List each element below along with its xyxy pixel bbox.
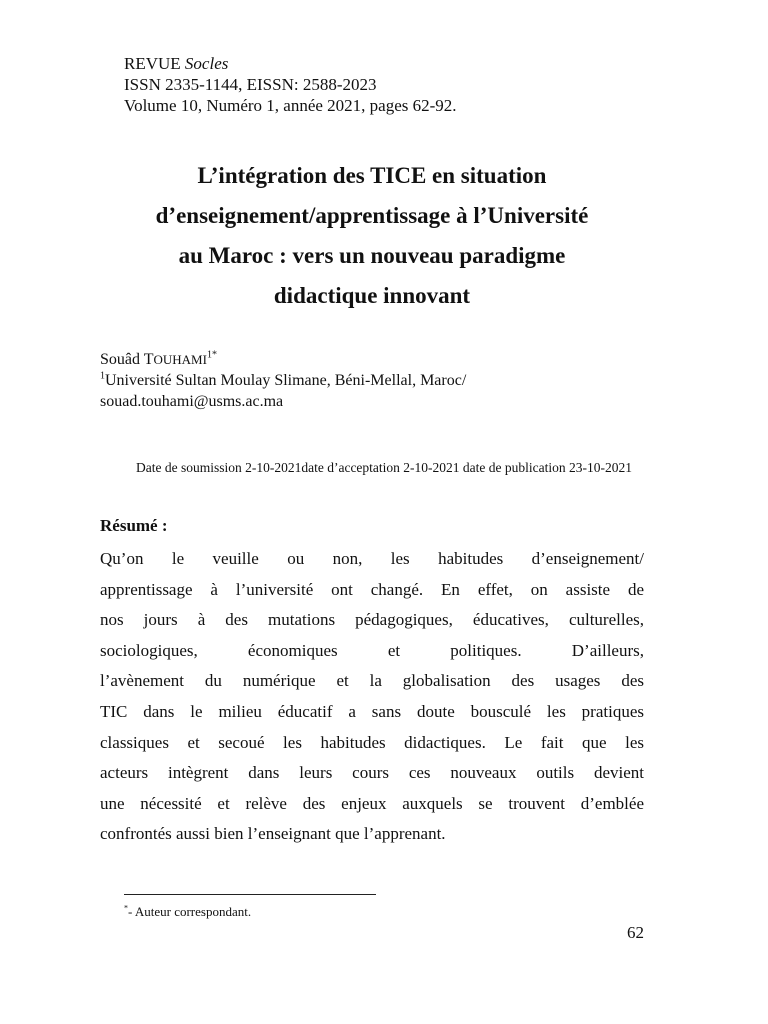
author-affiliation: $^1$Université Sultan Moulay Slimane, Béni-Mellal, Maroc/	[100, 370, 467, 389]
journal-header	[124, 53, 457, 116]
abstract-line: sociologiques, économiques et politiques. D’ailleurs,	[100, 640, 644, 660]
title-line: au Maroc : vers un nouveau paradigme	[178, 243, 566, 268]
footnote	[124, 903, 251, 921]
abstract-line: Qu’on le veuille ou non, les habitudes d’enseignement/	[100, 549, 644, 568]
journal-issn: ISSN 2335-1144, EISSN: 2588-2023	[124, 75, 377, 94]
title-line: d’enseignement/apprentissage à l’Université	[155, 203, 589, 228]
author-email: souad.touhami@usms.ac.ma	[100, 393, 284, 410]
journal-name-italic: Socles	[184, 54, 229, 73]
journal-name: REVUE Socles	[124, 54, 229, 73]
abstract-heading: Résumé :	[100, 516, 168, 535]
title-line: L’intégration des TICE en situation	[197, 163, 547, 188]
author-block	[100, 349, 466, 412]
abstract-line: TIC dans le milieu éducatif a sans doute bousculé les pratiques	[100, 701, 644, 721]
abstract-body	[100, 544, 644, 850]
footnote-marker: *	[124, 903, 128, 913]
author-marker: 1*	[206, 349, 217, 361]
abstract-line: confrontés aussi bien l’enseignant que l’apprenant.	[100, 824, 446, 844]
footnote-text: - Auteur correspondant.	[128, 904, 252, 919]
author-surname: OUHAMI	[153, 352, 207, 367]
abstract-line: l’avènement du numérique et la globalisation des usages des	[100, 671, 644, 691]
page-number: 62	[627, 923, 644, 942]
submission-dates: Date de soumission 2-10-2021date d’acceptation 2-10-2021 date de publication 23-10-2021	[136, 460, 632, 475]
footnote-divider	[124, 894, 376, 895]
author-name: Souâd $TOUHAMI^{1*}$	[100, 349, 217, 368]
abstract-line: acteurs intègrent dans leurs cours ces nouveaux outils devient	[100, 763, 644, 783]
article-title	[100, 156, 644, 316]
abstract-line: une nécessité et relève des enjeux auxquels se trouvent d’emblée	[100, 793, 644, 813]
affiliation-marker: 1	[100, 370, 105, 382]
abstract-line: nos jours à des mutations pédagogiques, éducatives, culturelles,	[100, 610, 644, 630]
abstract-line: classiques et secoué les habitudes didactiques. Le fait que les	[100, 732, 644, 752]
journal-volume: Volume 10, Numéro 1, année 2021, pages 62-92.	[124, 96, 457, 115]
abstract-line: apprentissage à l’université ont changé. En effet, on assiste de	[100, 579, 644, 599]
title-line: didactique innovant	[273, 283, 471, 308]
